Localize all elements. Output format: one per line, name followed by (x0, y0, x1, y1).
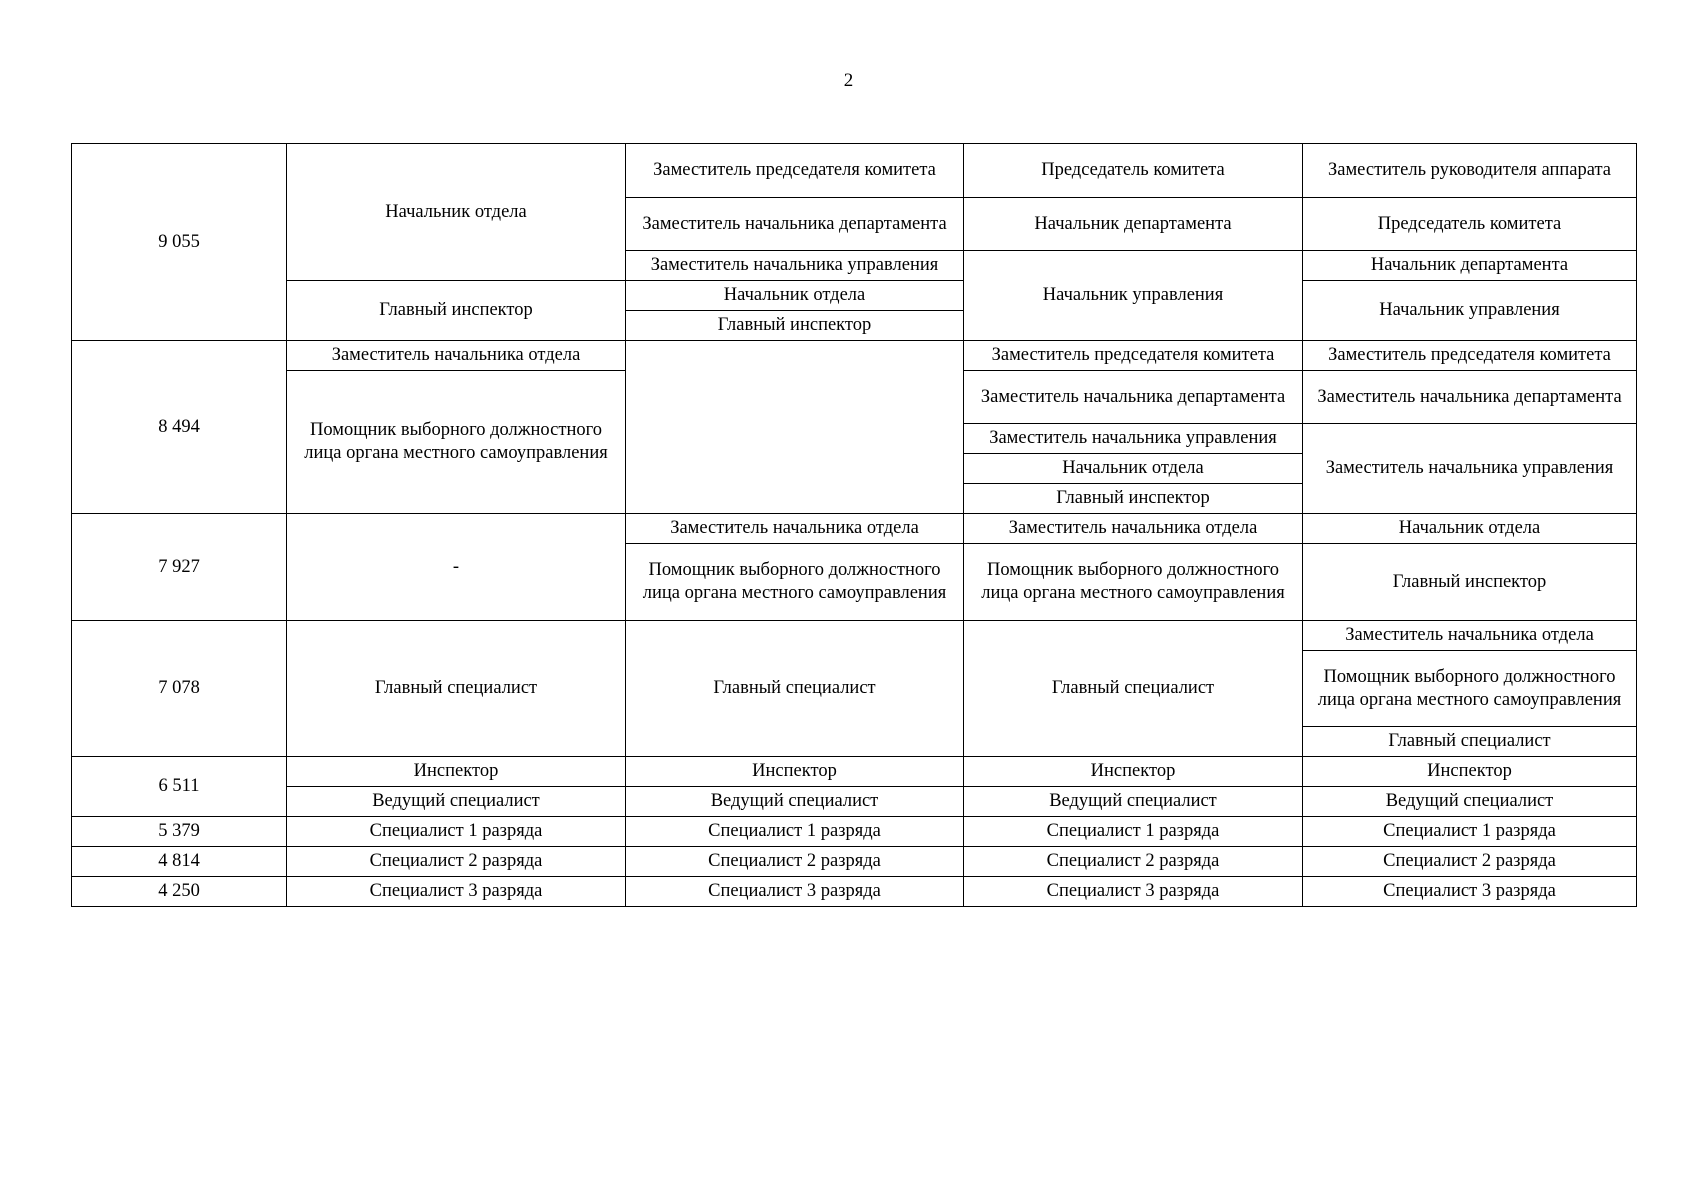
position-cell: Главный специалист (287, 621, 626, 757)
salary-cell: 7 078 (72, 621, 287, 757)
salary-cell: 8 494 (72, 341, 287, 514)
position-cell: Инспектор (1303, 757, 1637, 787)
position-cell: Начальник управления (1303, 281, 1637, 341)
position-cell: Специалист 1 разряда (626, 817, 964, 847)
salary-cell: 6 511 (72, 757, 287, 817)
position-cell: Помощник выборного должностного лица органа местного самоуправления (1303, 651, 1637, 727)
table-row (72, 621, 1637, 651)
position-cell: Специалист 2 разряда (626, 847, 964, 877)
position-cell: Заместитель начальника департамента (964, 371, 1303, 424)
salary-cell: 7 927 (72, 514, 287, 621)
position-salary-table (71, 143, 1637, 907)
table-row (72, 787, 1637, 817)
position-cell: Главный инспектор (1303, 544, 1637, 621)
position-cell: Специалист 3 разряда (1303, 877, 1637, 907)
position-cell: Начальник департамента (1303, 251, 1637, 281)
salary-cell: 9 055 (72, 144, 287, 341)
position-cell: Главный специалист (1303, 727, 1637, 757)
position-cell: Заместитель председателя комитета (964, 341, 1303, 371)
position-cell: Заместитель начальника отдела (964, 514, 1303, 544)
position-cell: Специалист 2 разряда (964, 847, 1303, 877)
empty-cell (626, 341, 964, 514)
table-row (72, 757, 1637, 787)
position-cell: Специалист 1 разряда (287, 817, 626, 847)
position-cell: Специалист 1 разряда (1303, 817, 1637, 847)
position-cell: Инспектор (964, 757, 1303, 787)
position-cell: Заместитель начальника управления (964, 424, 1303, 454)
position-cell: Главный инспектор (626, 311, 964, 341)
position-cell: Ведущий специалист (1303, 787, 1637, 817)
position-cell: Инспектор (626, 757, 964, 787)
position-cell: Заместитель начальника департамента (1303, 371, 1637, 424)
page-number: 2 (843, 70, 854, 91)
table-row (72, 281, 1637, 311)
position-cell: Главный специалист (964, 621, 1303, 757)
position-cell: Главный инспектор (287, 281, 626, 341)
table-row (72, 877, 1637, 907)
salary-cell: 4 814 (72, 847, 287, 877)
position-cell: - (287, 514, 626, 621)
position-cell: Заместитель начальника отдела (287, 341, 626, 371)
position-cell: Заместитель начальника управления (626, 251, 964, 281)
position-cell: Ведущий специалист (287, 787, 626, 817)
position-cell: Специалист 3 разряда (287, 877, 626, 907)
position-cell: Начальник отдела (287, 144, 626, 281)
position-cell: Заместитель председателя комитета (1303, 341, 1637, 371)
position-cell: Ведущий специалист (964, 787, 1303, 817)
position-cell: Специалист 2 разряда (287, 847, 626, 877)
position-cell: Помощник выборного должностного лица органа местного самоуправления (964, 544, 1303, 621)
table-row (72, 341, 1637, 371)
position-cell: Инспектор (287, 757, 626, 787)
position-cell: Специалист 3 разряда (964, 877, 1303, 907)
position-cell: Специалист 3 разряда (626, 877, 964, 907)
position-cell: Ведущий специалист (626, 787, 964, 817)
position-cell: Заместитель председателя комитета (626, 144, 964, 198)
table-row (72, 847, 1637, 877)
position-cell: Главный инспектор (964, 484, 1303, 514)
position-cell: Заместитель начальника отдела (1303, 621, 1637, 651)
position-cell: Начальник управления (964, 251, 1303, 341)
position-cell: Специалист 1 разряда (964, 817, 1303, 847)
table-row (72, 514, 1637, 544)
position-cell: Помощник выборного должностного лица органа местного самоуправления (626, 544, 964, 621)
position-cell: Специалист 2 разряда (1303, 847, 1637, 877)
position-cell: Заместитель начальника отдела (626, 514, 964, 544)
position-cell: Начальник отдела (964, 454, 1303, 484)
salary-cell: 5 379 (72, 817, 287, 847)
table-row (72, 144, 1637, 198)
position-cell: Начальник отдела (1303, 514, 1637, 544)
position-cell: Председатель комитета (1303, 198, 1637, 251)
position-cell: Заместитель начальника управления (1303, 424, 1637, 514)
table-row (72, 817, 1637, 847)
position-cell: Председатель комитета (964, 144, 1303, 198)
salary-cell: 4 250 (72, 877, 287, 907)
position-cell: Заместитель начальника департамента (626, 198, 964, 251)
position-cell: Начальник отдела (626, 281, 964, 311)
position-cell: Помощник выборного должностного лица органа местного самоуправления (287, 371, 626, 514)
position-cell: Заместитель руководителя аппарата (1303, 144, 1637, 198)
position-cell: Главный специалист (626, 621, 964, 757)
position-cell: Начальник департамента (964, 198, 1303, 251)
